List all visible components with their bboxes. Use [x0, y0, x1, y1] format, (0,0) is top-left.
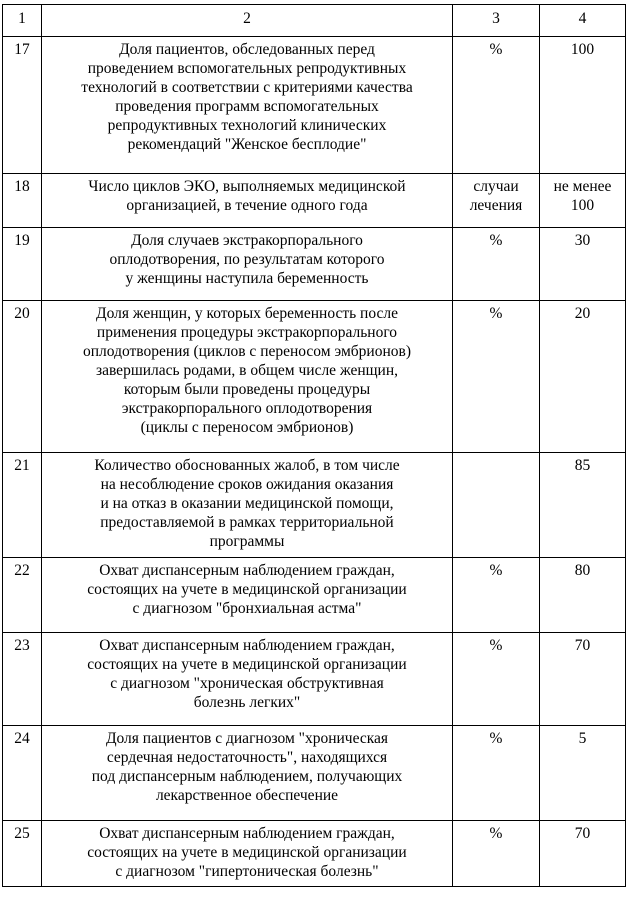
row-number: 25	[3, 821, 42, 887]
unit-of-measure: случаи лечения	[453, 174, 540, 228]
unit-of-measure: %	[453, 37, 540, 174]
indicator-name: Доля женщин, у которых беременность после применения процедуры экстракорпорального оплодотворения (циклов с переносом эмбрионов) завершилась родами, в общем числе женщин, которым были проведены процедуры экстракорпорального оплодотворения (циклы с переносом эмбрионов)	[42, 301, 453, 453]
indicator-name: Доля пациентов, обследованных перед проведением вспомогательных репродуктивных технологий в соответствии с критериями качества проведения программ вспомогательных репродуктивных технологий клинических рекомендаций "Женское бесплодие"	[42, 37, 453, 174]
unit-of-measure: %	[453, 726, 540, 821]
target-value: 5	[540, 726, 626, 821]
target-value: 100	[540, 37, 626, 174]
header-cell-value: 4	[540, 5, 626, 37]
indicator-name: Охват диспансерным наблюдением граждан, состоящих на учете в медицинской организации с диагнозом "бронхиальная астма"	[42, 558, 453, 633]
row-number: 17	[3, 37, 42, 174]
row-number: 18	[3, 174, 42, 228]
table-row	[3, 37, 626, 174]
table-row	[3, 726, 626, 821]
target-value: 30	[540, 228, 626, 301]
row-number: 22	[3, 558, 42, 633]
target-value: не менее 100	[540, 174, 626, 228]
indicators-table	[2, 4, 626, 887]
row-number: 21	[3, 453, 42, 558]
row-number: 19	[3, 228, 42, 301]
unit-of-measure: %	[453, 633, 540, 726]
unit-of-measure: %	[453, 301, 540, 453]
table-row	[3, 453, 626, 558]
table-row	[3, 301, 626, 453]
target-value: 70	[540, 633, 626, 726]
table-row	[3, 228, 626, 301]
unit-of-measure: %	[453, 821, 540, 887]
table-row	[3, 633, 626, 726]
indicator-name: Доля пациентов с диагнозом "хроническая сердечная недостаточность", находящихся под диспансерным наблюдением, получающих лекарственное обеспечение	[42, 726, 453, 821]
target-value: 20	[540, 301, 626, 453]
unit-of-measure: %	[453, 558, 540, 633]
indicator-name: Число циклов ЭКО, выполняемых медицинской организацией, в течение одного года	[42, 174, 453, 228]
table-row	[3, 174, 626, 228]
header-cell-name: 2	[42, 5, 453, 37]
unit-of-measure	[453, 453, 540, 558]
unit-of-measure: %	[453, 228, 540, 301]
row-number: 24	[3, 726, 42, 821]
table-row	[3, 821, 626, 887]
header-cell-number: 1	[3, 5, 42, 37]
row-number: 23	[3, 633, 42, 726]
indicator-name: Охват диспансерным наблюдением граждан, состоящих на учете в медицинской организации с диагнозом "хроническая обструктивная болезнь легких"	[42, 633, 453, 726]
table-header-row	[3, 5, 626, 37]
header-cell-unit: 3	[453, 5, 540, 37]
indicator-name: Охват диспансерным наблюдением граждан, состоящих на учете в медицинской организации с диагнозом "гипертоническая болезнь"	[42, 821, 453, 887]
indicator-name: Количество обоснованных жалоб, в том числе на несоблюдение сроков ожидания оказания и на отказ в оказании медицинской помощи, предоставляемой в рамках территориальной программы	[42, 453, 453, 558]
target-value: 80	[540, 558, 626, 633]
table-row	[3, 558, 626, 633]
target-value: 70	[540, 821, 626, 887]
indicator-name: Доля случаев экстракорпорального оплодотворения, по результатам которого у женщины наступила беременность	[42, 228, 453, 301]
target-value: 85	[540, 453, 626, 558]
row-number: 20	[3, 301, 42, 453]
